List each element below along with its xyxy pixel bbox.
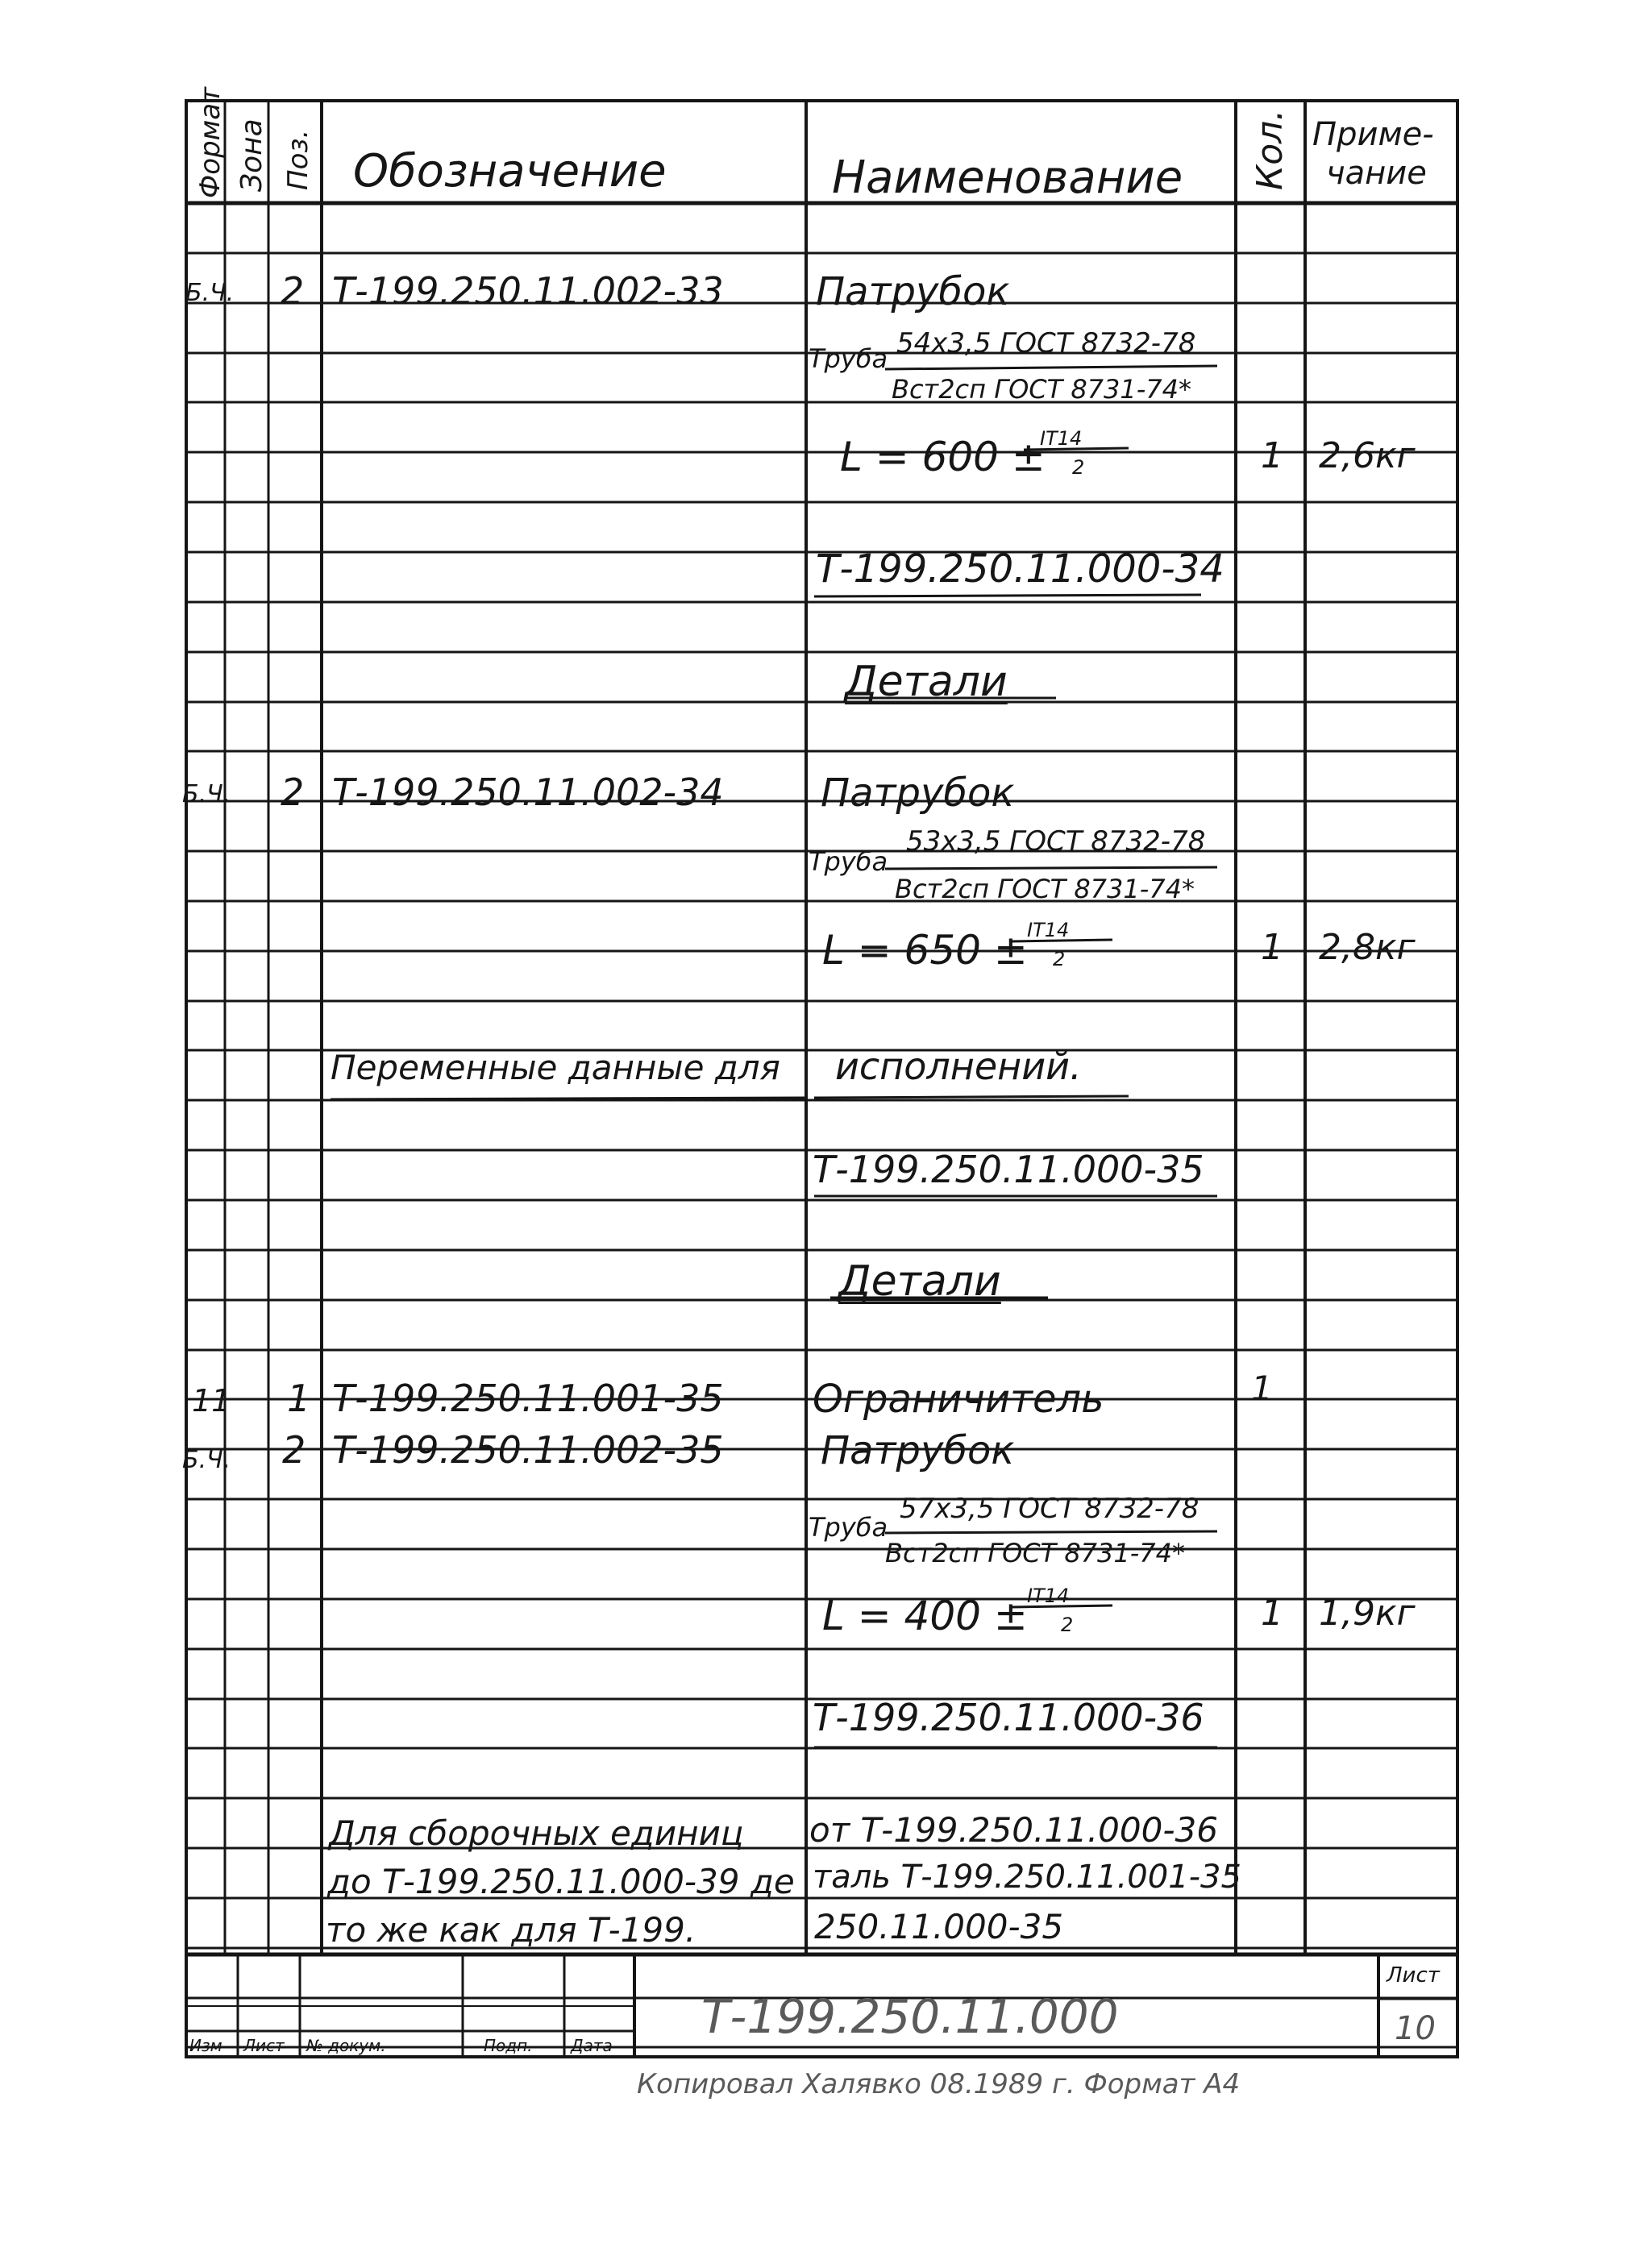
tolerance-numerator: IT14: [1027, 919, 1070, 941]
tolerance-denominator: 2: [1053, 948, 1066, 970]
designation-cell: Т-199.250.11.002-34: [332, 771, 724, 814]
variant-heading: Т-199.250.11.000-34: [816, 546, 1224, 592]
header-pos: Поз.: [282, 129, 314, 190]
tolerance-numerator: IT14: [1040, 427, 1083, 450]
variant-heading: Т-199.250.11.000-35: [813, 1148, 1204, 1191]
format-cell: Б.Ч.: [182, 1446, 231, 1474]
designation-cell: Т-199.250.11.002-35: [332, 1428, 724, 1472]
stamp-col-date: Дата: [571, 2036, 613, 2055]
assembly-note-line3-left: то же как для Т-199.: [326, 1910, 696, 1950]
length-prefix: L = 400 ±: [822, 1593, 1028, 1639]
pipe-word: Труба: [809, 1512, 888, 1543]
format-cell: Б.Ч.: [182, 780, 231, 808]
name-cell: Патрубок: [821, 1428, 1015, 1473]
stamp-col-list: Лист: [243, 2036, 285, 2055]
pipe-spec-denominator: Вст2сп ГОСТ 8731-74*: [892, 374, 1192, 405]
designation-cell: Т-199.250.11.001-35: [332, 1377, 724, 1420]
copier-footer: Копировал Халявко 08.1989 г. Формат А4: [637, 2068, 1241, 2100]
assembly-note-line2-right: таль Т-199.250.11.001-35: [813, 1859, 1241, 1896]
stamp-sheet-label: Лист: [1387, 1963, 1440, 1988]
note-cell: 1,9кг: [1319, 1593, 1416, 1634]
length-prefix: L = 600 ±: [840, 434, 1046, 480]
assembly-note-line2-left: до Т-199.250.11.000-39 де: [327, 1862, 795, 1901]
section-heading: Детали: [845, 658, 1008, 706]
name-cell: Патрубок: [816, 269, 1010, 314]
tolerance-numerator: IT14: [1027, 1585, 1070, 1607]
stamp-col-izm: Изм: [189, 2036, 222, 2055]
header-format: Формат: [194, 87, 227, 198]
header-note-line1: Приме-: [1312, 116, 1434, 153]
hand-underline: [331, 1098, 806, 1099]
hand-underline: [814, 1096, 1129, 1098]
tolerance-denominator: 2: [1072, 456, 1085, 479]
assembly-note-line3-right: 250.11.000-35: [814, 1907, 1064, 1946]
variable-data-note-left: Переменные данные для: [331, 1048, 780, 1087]
hand-underline: [885, 1531, 1217, 1533]
header-qty: Кол.: [1249, 109, 1291, 190]
pos-cell: 1: [287, 1377, 311, 1420]
note-cell: 2,8кг: [1319, 927, 1416, 968]
assembly-note-line1-left: Для сборочных единиц: [329, 1813, 744, 1853]
pipe-word: Труба: [809, 343, 888, 374]
variable-data-note-right: исполнений.: [835, 1045, 1082, 1088]
pipe-word: Труба: [809, 846, 888, 877]
stamp-sheet-number: 10: [1395, 2010, 1436, 2047]
qty-cell: 1: [1261, 927, 1283, 968]
designation-cell: Т-199.250.11.002-33: [332, 269, 724, 313]
qty-cell: 1: [1261, 1593, 1283, 1634]
qty-cell: 1: [1251, 1369, 1273, 1408]
stamp-col-doc: № докум.: [306, 2036, 386, 2055]
pipe-spec-denominator: Вст2сп ГОСТ 8731-74*: [895, 874, 1195, 904]
format-cell: Б.Ч.: [185, 279, 235, 307]
pipe-spec-numerator: 53х3,5 ГОСТ 8732-78: [906, 825, 1206, 858]
header-note-line2: чание: [1326, 155, 1427, 192]
header-name: Наименование: [832, 152, 1183, 204]
pipe-spec-denominator: Вст2сп ГОСТ 8731-74*: [885, 1538, 1186, 1568]
hand-underline: [885, 366, 1217, 369]
header-zone: Зона: [235, 118, 268, 192]
name-cell: Патрубок: [821, 771, 1015, 816]
qty-cell: 1: [1261, 435, 1283, 476]
pos-cell: 2: [282, 1428, 306, 1472]
pos-cell: 2: [281, 771, 305, 814]
section-heading: Детали: [838, 1257, 1001, 1306]
hand-underline: [814, 595, 1201, 596]
length-prefix: L = 650 ±: [822, 927, 1028, 974]
stamp-col-sign: Подп.: [484, 2036, 533, 2055]
format-cell: 11: [192, 1383, 231, 1419]
hand-underline: [885, 867, 1217, 869]
header-designation: Обозначение: [353, 145, 667, 197]
stamp-document-code: Т-199.250.11.000: [701, 1989, 1119, 2044]
pipe-spec-numerator: 57х3,5 ГОСТ 8732-78: [900, 1493, 1200, 1525]
pipe-spec-numerator: 54х3,5 ГОСТ 8732-78: [896, 327, 1196, 359]
name-cell: Ограничитель: [813, 1377, 1104, 1422]
pos-cell: 2: [281, 269, 305, 313]
variant-heading: Т-199.250.11.000-36: [813, 1696, 1204, 1739]
note-cell: 2,6кг: [1319, 435, 1416, 476]
tolerance-denominator: 2: [1061, 1614, 1074, 1636]
assembly-note-line1-right: от Т-199.250.11.000-36: [809, 1810, 1218, 1850]
